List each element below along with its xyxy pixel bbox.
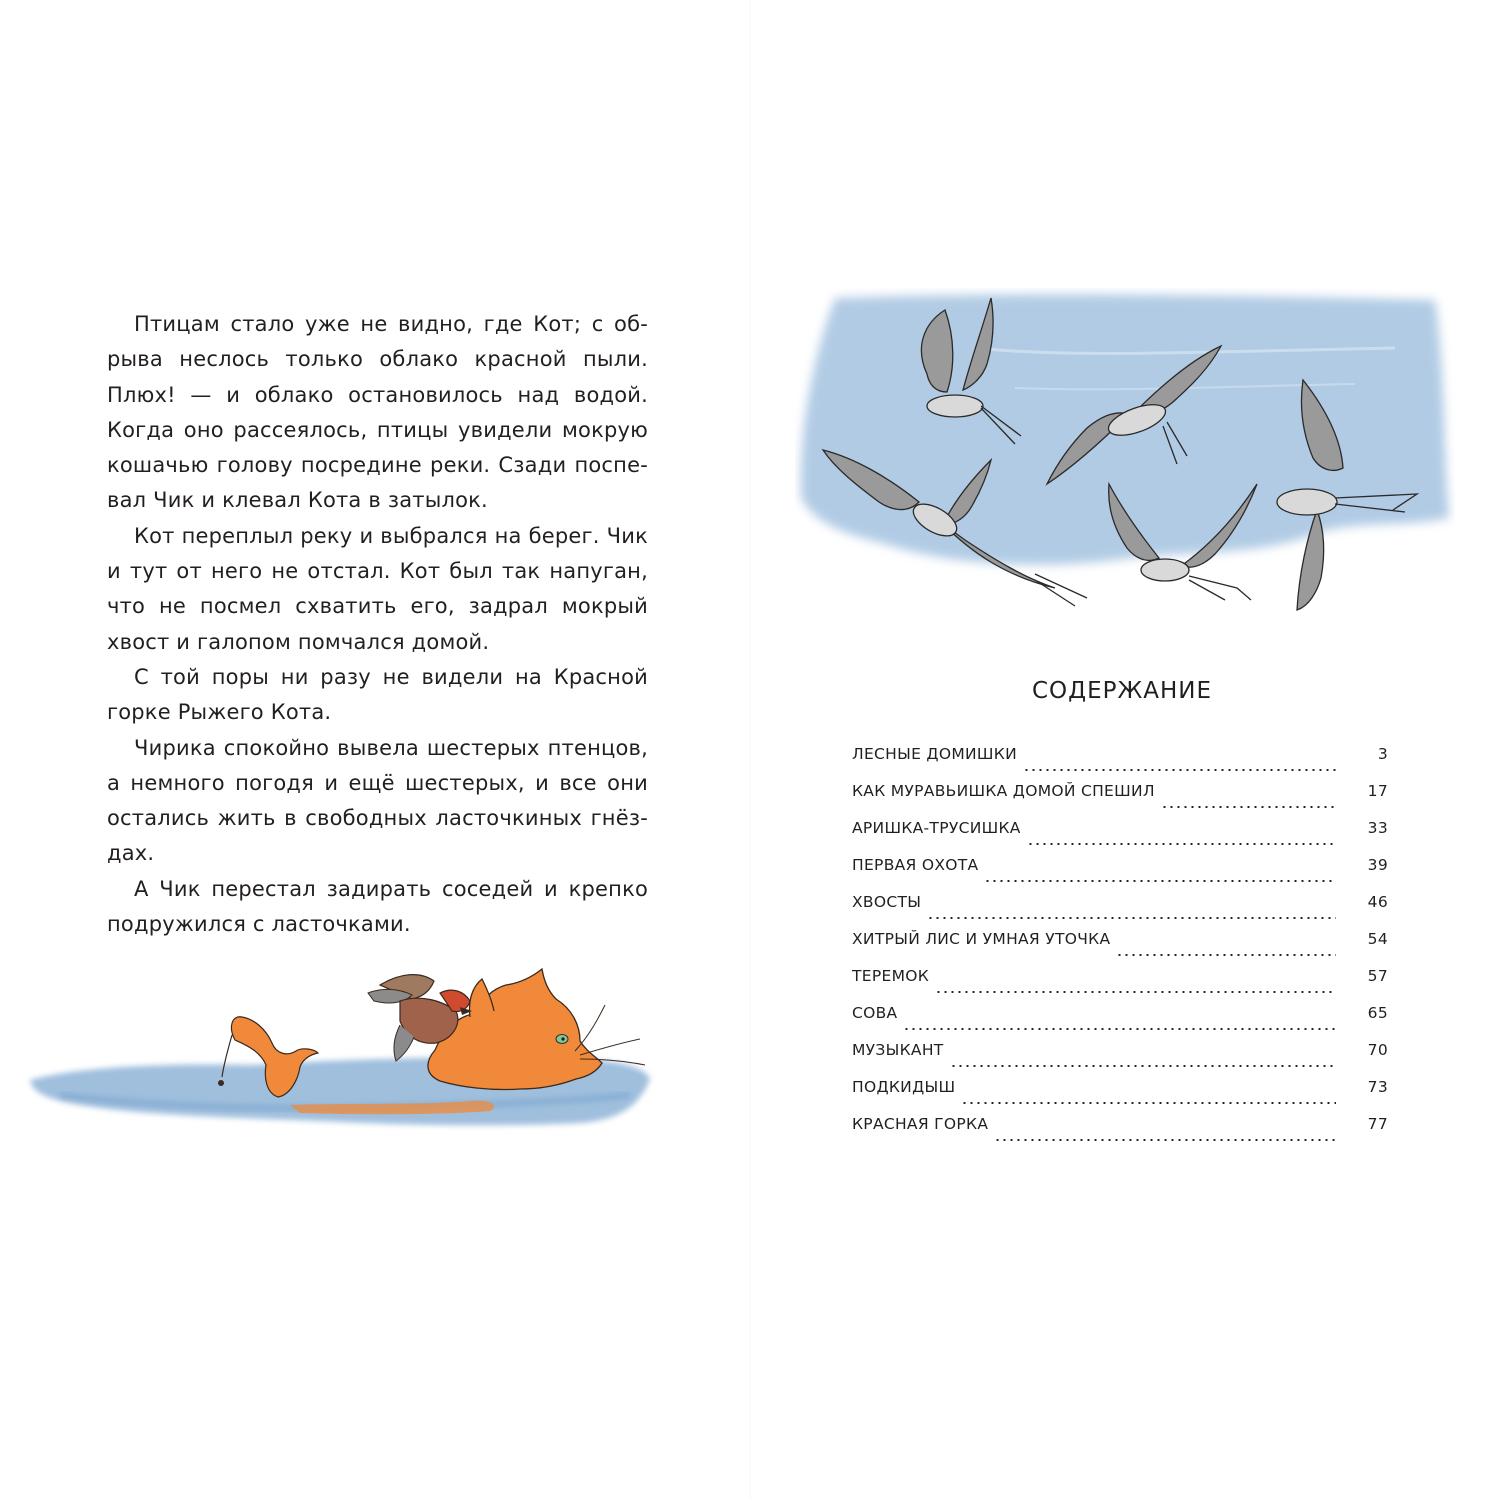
swallows-illustration — [795, 288, 1455, 638]
toc-leader-dots — [950, 1065, 1336, 1067]
story-paragraph — [107, 519, 648, 660]
toc-entry — [852, 930, 1388, 967]
story-line: дах. — [107, 841, 155, 866]
story-line: Плюх! — и облако остановилось над водой. — [107, 382, 648, 407]
story-line: что не посмел схватить его, задрал мокрый — [107, 594, 648, 619]
story-line: Когда оно рассеялось, птицы увидели мокрую — [107, 417, 648, 442]
toc-entry-title: КРАСНАЯ ГОРКА — [852, 1115, 989, 1133]
toc-entry — [852, 782, 1388, 819]
toc-entry-title: КАК МУРАВЬИШКА ДОМОЙ СПЕШИЛ — [852, 782, 1155, 800]
toc-entry — [852, 1078, 1388, 1115]
toc-entry — [852, 1115, 1388, 1152]
story-text — [107, 307, 648, 942]
toc-leader-dots — [1116, 954, 1336, 956]
toc-leader-dots — [994, 1139, 1336, 1141]
toc-entry-page: 65 — [1367, 1004, 1388, 1022]
story-line: а немного погодя и ещё шестерых, и все они — [107, 770, 648, 795]
toc-leader-dots — [961, 1102, 1336, 1104]
toc-entry-title: МУЗЫКАНТ — [852, 1041, 944, 1059]
toc-entry-title: ПОДКИДЫШ — [852, 1078, 956, 1096]
toc-entry-page: 77 — [1367, 1115, 1388, 1133]
story-line: А Чик перестал задирать соседей и крепко — [134, 876, 648, 901]
toc-entry-page: 73 — [1367, 1078, 1388, 1096]
toc-leader-dots — [984, 880, 1336, 882]
story-line: рыва неслось только облако красной пыли. — [107, 347, 648, 372]
toc-entry-page: 17 — [1367, 782, 1388, 800]
toc-leader-dots — [1027, 843, 1336, 845]
toc-title: СОДЕРЖАНИЕ — [1031, 678, 1213, 704]
story-line: подружился с ласточками. — [107, 912, 411, 937]
toc-entry-page: 33 — [1367, 819, 1388, 837]
toc-leader-dots — [935, 991, 1336, 993]
toc-entry-title: ХИТРЫЙ ЛИС И УМНАЯ УТОЧКА — [852, 930, 1111, 948]
toc-entry-title: ХВОСТЫ — [852, 893, 922, 911]
story-line: С той поры ни разу не видели на Красной — [134, 664, 648, 689]
story-line: остались жить в свободных ласточкиных гнёз- — [107, 806, 648, 831]
story-line: кошачью голову посредине реки. Сзади поспе- — [107, 453, 648, 478]
toc-entry — [852, 1041, 1388, 1078]
toc-leader-dots — [1023, 769, 1336, 771]
toc-entry-page: 39 — [1367, 856, 1388, 874]
toc-entry-title: ПЕРВАЯ ОХОТА — [852, 856, 979, 874]
toc-entry-title: ЛЕСНЫЕ ДОМИШКИ — [852, 745, 1017, 763]
toc-entry-page: 3 — [1377, 745, 1388, 763]
story-paragraph — [107, 731, 648, 872]
story-line: вал Чик и клевал Кота в затылок. — [107, 488, 488, 513]
table-of-contents — [852, 745, 1388, 1152]
story-line: хвост и галопом помчался домой. — [107, 629, 490, 654]
toc-entry — [852, 1004, 1388, 1041]
story-paragraph — [107, 307, 648, 519]
toc-entry — [852, 967, 1388, 1004]
toc-entry-page: 70 — [1367, 1041, 1388, 1059]
toc-leader-dots — [903, 1028, 1336, 1030]
toc-entry — [852, 745, 1388, 782]
toc-entry-page: 46 — [1367, 893, 1388, 911]
story-line: Чирика спокойно вывела шестерых птенцов, — [134, 735, 648, 760]
toc-leader-dots — [927, 917, 1336, 919]
toc-entry-title: СОВА — [852, 1004, 898, 1022]
page-fold — [749, 0, 751, 1500]
story-paragraph — [107, 660, 648, 731]
toc-entry — [852, 856, 1388, 893]
story-line: Птицам стало уже не видно, где Кот; с об- — [134, 312, 648, 336]
toc-entry — [852, 893, 1388, 930]
toc-entry — [852, 819, 1388, 856]
story-line: Кот переплыл реку и выбрался на берег. Чик — [134, 523, 648, 548]
story-paragraph — [107, 872, 648, 943]
toc-entry-title: АРИШКА-ТРУСИШКА — [852, 819, 1021, 837]
cat-swimming-illustration — [20, 955, 660, 1175]
toc-entry-page: 54 — [1367, 930, 1388, 948]
story-line: горке Рыжего Кота. — [107, 700, 332, 725]
toc-leader-dots — [1161, 806, 1336, 808]
toc-entry-title: ТЕРЕМОК — [852, 967, 930, 985]
story-line: и тут от него не отстал. Кот был так напуган, — [107, 559, 648, 584]
toc-entry-page: 57 — [1367, 967, 1388, 985]
